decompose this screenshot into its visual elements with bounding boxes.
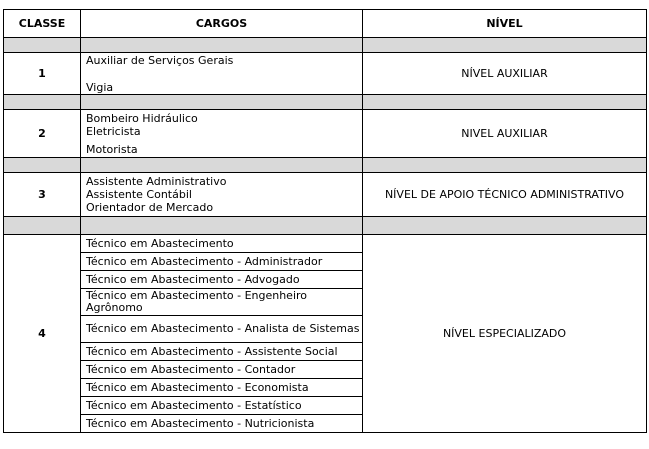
cargo-item: Técnico em Abastecimento - Analista de Sistemas [81, 316, 363, 343]
nivel-cell: NÍVEL DE APOIO TÉCNICO ADMINISTRATIVO [363, 173, 647, 217]
cargo-item: Técnico em Abastecimento - Nutricionista [81, 415, 363, 433]
classe-number: 4 [4, 235, 81, 433]
nivel-cell: NÍVEL ESPECIALIZADO [363, 235, 647, 433]
cargo-item: Eletricista [86, 124, 141, 138]
header-cargos: CARGOS [81, 10, 363, 38]
cargos-cell [81, 53, 363, 95]
cargo-item: Técnico em Abastecimento - Estatístico [81, 397, 363, 415]
header-row [4, 10, 647, 38]
nivel-cell: NÍVEL AUXILIAR [363, 53, 647, 95]
cargo-item: Técnico em Abastecimento - Administrador [81, 253, 363, 271]
class-4-row [4, 235, 647, 253]
nivel-cell: NIVEL AUXILIAR [363, 110, 647, 158]
header-nivel: NÍVEL [363, 10, 647, 38]
class-2-row [4, 110, 647, 158]
separator-row [4, 38, 647, 53]
cargo-item: Assistente Contábil [86, 188, 192, 201]
cargo-item: Técnico em Abastecimento - Engenheiro Agrônomo [81, 289, 363, 316]
cargo-item: Vigia [86, 80, 114, 94]
cargo-item: Assistente Administrativo [86, 175, 227, 188]
separator-row [4, 217, 647, 235]
classe-number: 1 [4, 53, 81, 95]
classe-number: 3 [4, 173, 81, 217]
class-1-row [4, 53, 647, 95]
separator-row [4, 95, 647, 110]
cargo-item: Técnico em Abastecimento - Economista [81, 379, 363, 397]
cargo-item: Técnico em Abastecimento - Contador [81, 361, 363, 379]
header-classe: CLASSE [4, 10, 81, 38]
cargo-item: Técnico em Abastecimento - Assistente Social [81, 343, 363, 361]
cargo-item: Bombeiro Hidráulico [86, 111, 198, 125]
classe-number: 2 [4, 110, 81, 158]
cargo-item: Técnico em Abastecimento - Advogado [81, 271, 363, 289]
cargo-item: Técnico em Abastecimento [81, 235, 363, 253]
separator-row [4, 158, 647, 173]
cargos-cell [81, 110, 363, 158]
cargo-item: Orientador de Mercado [86, 201, 214, 214]
cargos-table [3, 9, 647, 433]
cargo-item: Auxiliar de Serviços Gerais [86, 53, 234, 67]
cargos-cell [81, 173, 363, 217]
class-3-row [4, 173, 647, 217]
cargo-item: Motorista [86, 142, 138, 156]
